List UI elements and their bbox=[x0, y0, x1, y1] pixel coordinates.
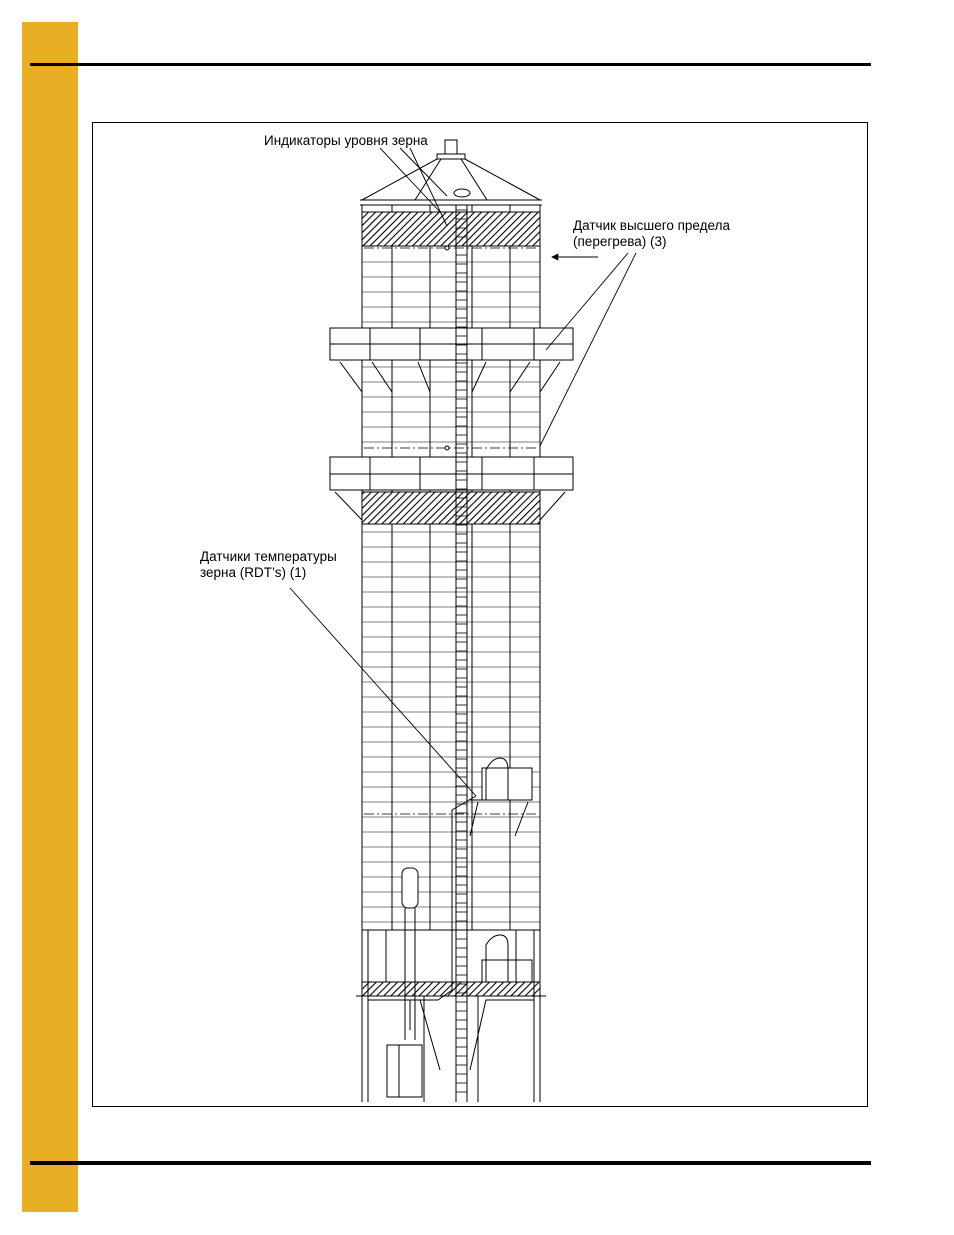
grain-temperature-sensors-label: Датчики температуры зерна (RDT’s) (1) bbox=[200, 549, 337, 580]
tower-base bbox=[356, 930, 546, 1102]
high-limit-sensor-label: Датчик высшего предела (перегрева) (3) bbox=[573, 218, 730, 249]
hatched-band-top bbox=[362, 212, 540, 246]
platform-upper bbox=[330, 328, 573, 392]
access-platform bbox=[470, 758, 532, 836]
hatched-band-middle bbox=[362, 492, 540, 524]
hatched-band-bottom bbox=[362, 982, 540, 996]
grain-level-indicators-label: Индикаторы уровня зерна bbox=[264, 133, 428, 148]
tower-body bbox=[362, 205, 540, 930]
tower-roof bbox=[360, 140, 542, 205]
